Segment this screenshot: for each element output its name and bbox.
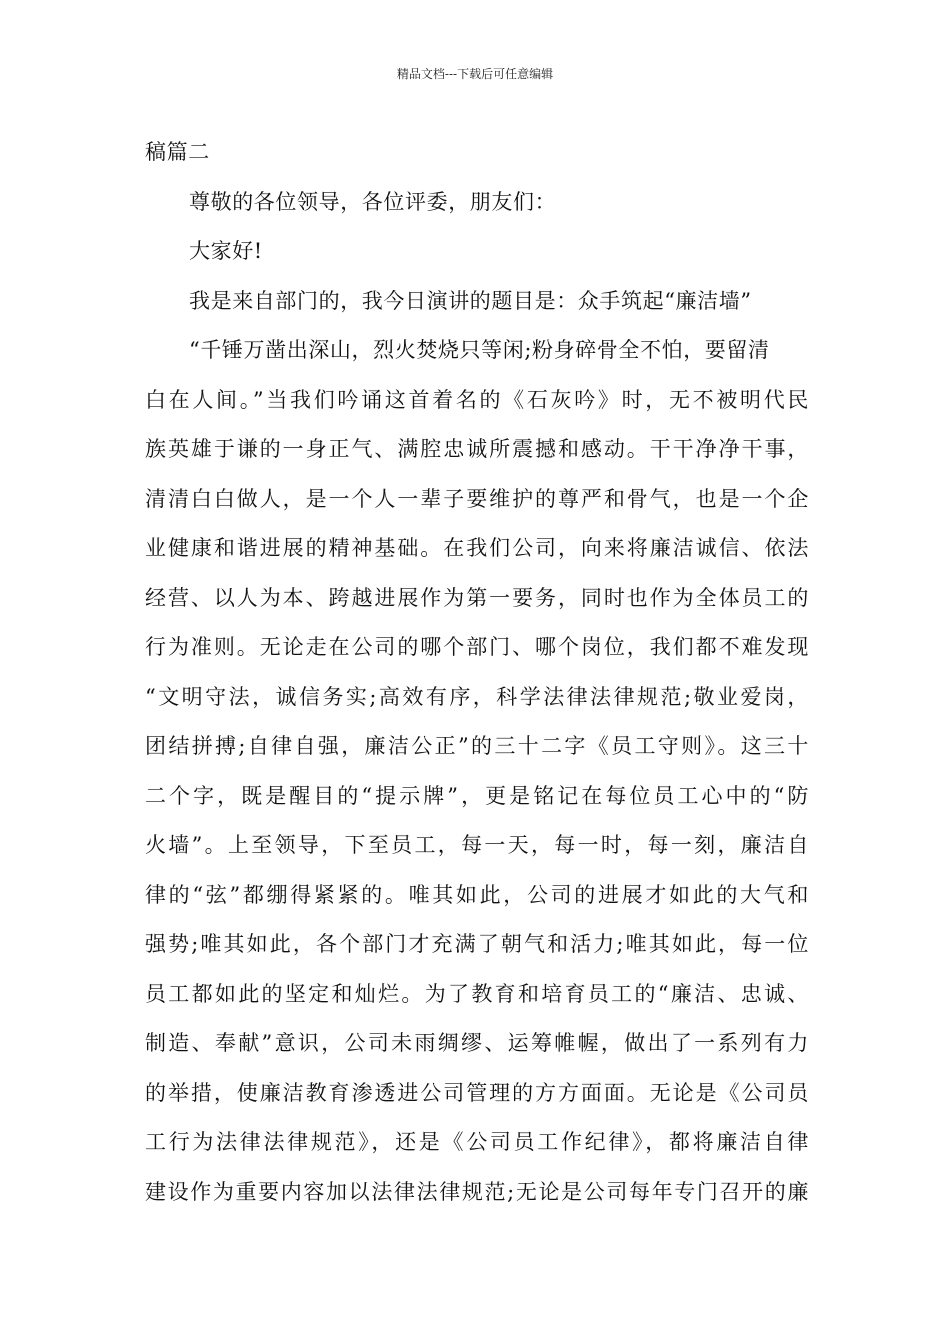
body-line: 二个字，既是醒目的“提示牌”，更是铭记在每位员工心中的“防: [145, 783, 809, 808]
body-line: 强势;唯其如此，各个部门才充满了朝气和活力;唯其如此，每一位: [145, 932, 809, 956]
page-header: 精品文档---下载后可任意编辑: [396, 67, 554, 81]
body-line: 建设作为重要内容加以法律法律规范;无论是公司每年专门召开的廉: [145, 1179, 809, 1204]
body-line: 团结拼搏;自律自强，廉洁公正”的三十二字《员工守则》。这三十: [145, 734, 809, 758]
body-line: 的举措，使廉洁教育渗透进公司管理的方方面面。无论是《公司员: [145, 1080, 809, 1105]
section-title: 稿篇二: [145, 140, 210, 164]
greeting: 大家好!: [189, 239, 263, 263]
body-line: 行为准则。无论走在公司的哪个部门、哪个岗位，我们都不难发现: [145, 635, 809, 659]
body-line: 员工都如此的坚定和灿烂。为了教育和培育员工的“廉洁、忠诚、: [145, 981, 809, 1006]
salutation: 尊敬的各位领导，各位评委，朋友们：: [189, 189, 557, 214]
body-line: 制造、奉献”意识，公司未雨绸缪、运筹帷幄，做出了一系列有力: [145, 1031, 809, 1055]
body-line: “千锤万凿出深山，烈火焚烧只等闲;粉身碎骨全不怕，要留清: [189, 338, 770, 362]
body-line: 火墙”。上至领导，下至员工，每一天，每一时，每一刻，廉洁自: [145, 833, 809, 857]
body-line: 白在人间。”当我们吟诵这首着名的《石灰吟》时，无不被明代民: [145, 387, 809, 412]
body-line: 清清白白做人，是一个人一辈子要维护的尊严和骨气，也是一个企: [145, 486, 809, 511]
body-line: 经营、以人为本、跨越进展作为第一要务，同时也作为全体员工的: [145, 585, 809, 610]
intro-paragraph: 我是来自部门的，我今日演讲的题目是：众手筑起“廉洁墙”: [189, 288, 752, 313]
document-body: [145, 128, 809, 1217]
body-line: 业健康和谐进展的精神基础。在我们公司，向来将廉洁诚信、依法: [145, 536, 809, 560]
body-line: “文明守法，诚信务实;高效有序，科学法律法律规范;敬业爱岗，: [145, 684, 809, 709]
body-line: 工行为法律法律规范》，还是《公司员工作纪律》，都将廉洁自律: [145, 1130, 809, 1154]
body-line: 律的“弦”都绷得紧紧的。唯其如此，公司的进展才如此的大气和: [145, 882, 809, 907]
body-line: 族英雄于谦的一身正气、满腔忠诚所震撼和感动。干干净净干事，: [145, 437, 809, 461]
